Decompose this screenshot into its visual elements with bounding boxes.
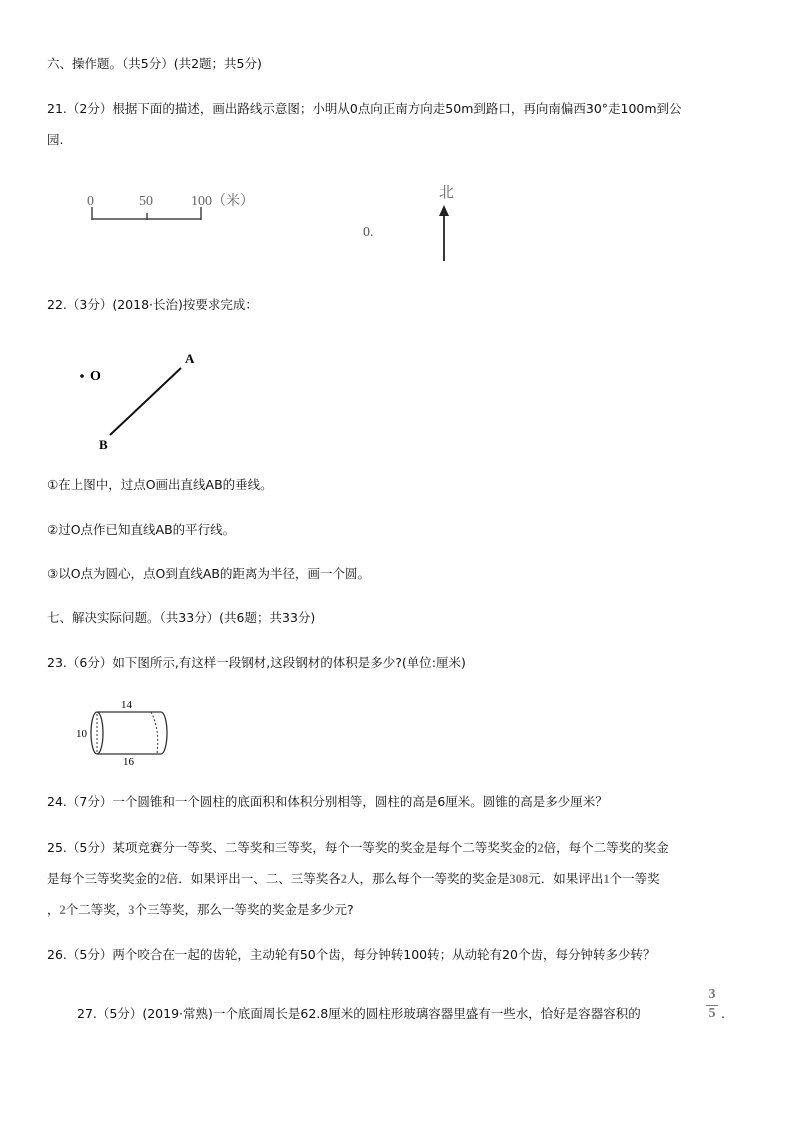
q25-number: 1 bbox=[603, 872, 610, 886]
q25-text: 元．如果评出 bbox=[528, 871, 604, 886]
cylinder-diameter: 10 bbox=[76, 728, 87, 740]
q25-text: 倍．如果评出一、二、三等奖各 bbox=[165, 871, 341, 886]
q25-text: 人，那么每个一等奖的奖金是 bbox=[347, 871, 510, 886]
q25-line1 bbox=[47, 840, 669, 856]
q21-figure bbox=[70, 185, 490, 270]
cylinder-top-length: 14 bbox=[121, 699, 132, 711]
point-o-label: O bbox=[90, 369, 101, 384]
section-6-title: 六、操作题。（共5分）(共2题；共5分) bbox=[47, 56, 262, 71]
origin-point-label: 0. bbox=[363, 225, 374, 240]
q25-text: ， bbox=[47, 902, 60, 917]
q25-number: 3 bbox=[128, 903, 135, 917]
q27-fraction-numerator: 3 bbox=[708, 987, 716, 1002]
q27-stem: 27.（5分）(2019·常熟)一个底面周长是62.8厘米的圆柱形玻璃容器里盛有一些水，恰好是容器容积的 bbox=[77, 1006, 641, 1021]
point-o-dot bbox=[80, 374, 84, 378]
point-b-label: B bbox=[99, 437, 108, 452]
scale-label-100: 100（米） bbox=[191, 194, 254, 209]
scale-label-0: 0 bbox=[87, 194, 94, 209]
q25-text: 倍，每个二等奖的奖金 bbox=[543, 840, 669, 855]
north-arrow bbox=[439, 185, 454, 261]
q24-stem: 24.（7分）一个圆锥和一个圆柱的底面积和体积分别相等，圆柱的高是6厘米。圆锥的高是多少厘米？ bbox=[47, 794, 608, 809]
cylinder-bottom-length: 16 bbox=[123, 756, 134, 768]
q25-number: 2 bbox=[59, 903, 66, 917]
q22-item-3: ③以O点为圆心，点O到直线AB的距离为半径，画一个圆。 bbox=[47, 566, 371, 581]
q25-text: 个三等奖，那么一等奖的奖金是多少元? bbox=[134, 902, 354, 917]
q25-text: 个二等奖， bbox=[65, 902, 129, 917]
q25-text: 个一等奖 bbox=[609, 871, 660, 886]
q22-item-2: ②过O点作已知直线AB的平行线。 bbox=[47, 522, 236, 537]
q22-figure bbox=[70, 345, 220, 455]
scale-label-50: 50 bbox=[139, 194, 153, 209]
q25-text: 25.（5分）某项竞赛分一等奖、二等奖和三等奖，每个一等奖的奖金是每个二等奖奖金的 bbox=[47, 840, 538, 855]
q25-text: 是每个三等奖奖金的 bbox=[47, 871, 160, 886]
north-label: 北 bbox=[439, 185, 455, 201]
q21-line1: 21.（2分）根据下面的描述，画出路线示意图；小明从0点向正南方向走50m到路口，再向南偏西30°走100m到公 bbox=[47, 101, 682, 116]
point-a-label: A bbox=[185, 351, 195, 366]
q23-cylinder-figure bbox=[70, 695, 180, 770]
q27-fraction-denominator: 5 bbox=[708, 1006, 716, 1021]
q25-line3 bbox=[47, 902, 354, 918]
q22-stem: 22.（3分）(2018·长治)按要求完成： bbox=[47, 297, 258, 312]
q25-number: 2 bbox=[159, 872, 166, 886]
q25-number: 2 bbox=[340, 872, 348, 886]
q23-stem: 23.（6分）如下图所示,有这样一段钢材,这段钢材的体积是多少?(单位:厘米) bbox=[47, 655, 466, 670]
q21-line2: 园. bbox=[47, 132, 64, 147]
q25-number: 308 bbox=[509, 872, 529, 886]
q22-item-1: ①在上图中，过点O画出直线AB的垂线。 bbox=[47, 477, 273, 492]
q25-number: 2 bbox=[537, 841, 544, 855]
q26-stem: 26.（5分）两个咬合在一起的齿轮，主动轮有50个齿，每分钟转100转；从动轮有20个齿，每分钟转多少转？ bbox=[47, 947, 656, 962]
scale-bar bbox=[87, 192, 254, 220]
q27-end: . bbox=[721, 1006, 725, 1021]
q25-line2 bbox=[47, 871, 660, 887]
section-7-title: 七、解决实际问题。（共33分）(共6题；共33分) bbox=[47, 610, 316, 625]
line-ab bbox=[110, 368, 181, 435]
